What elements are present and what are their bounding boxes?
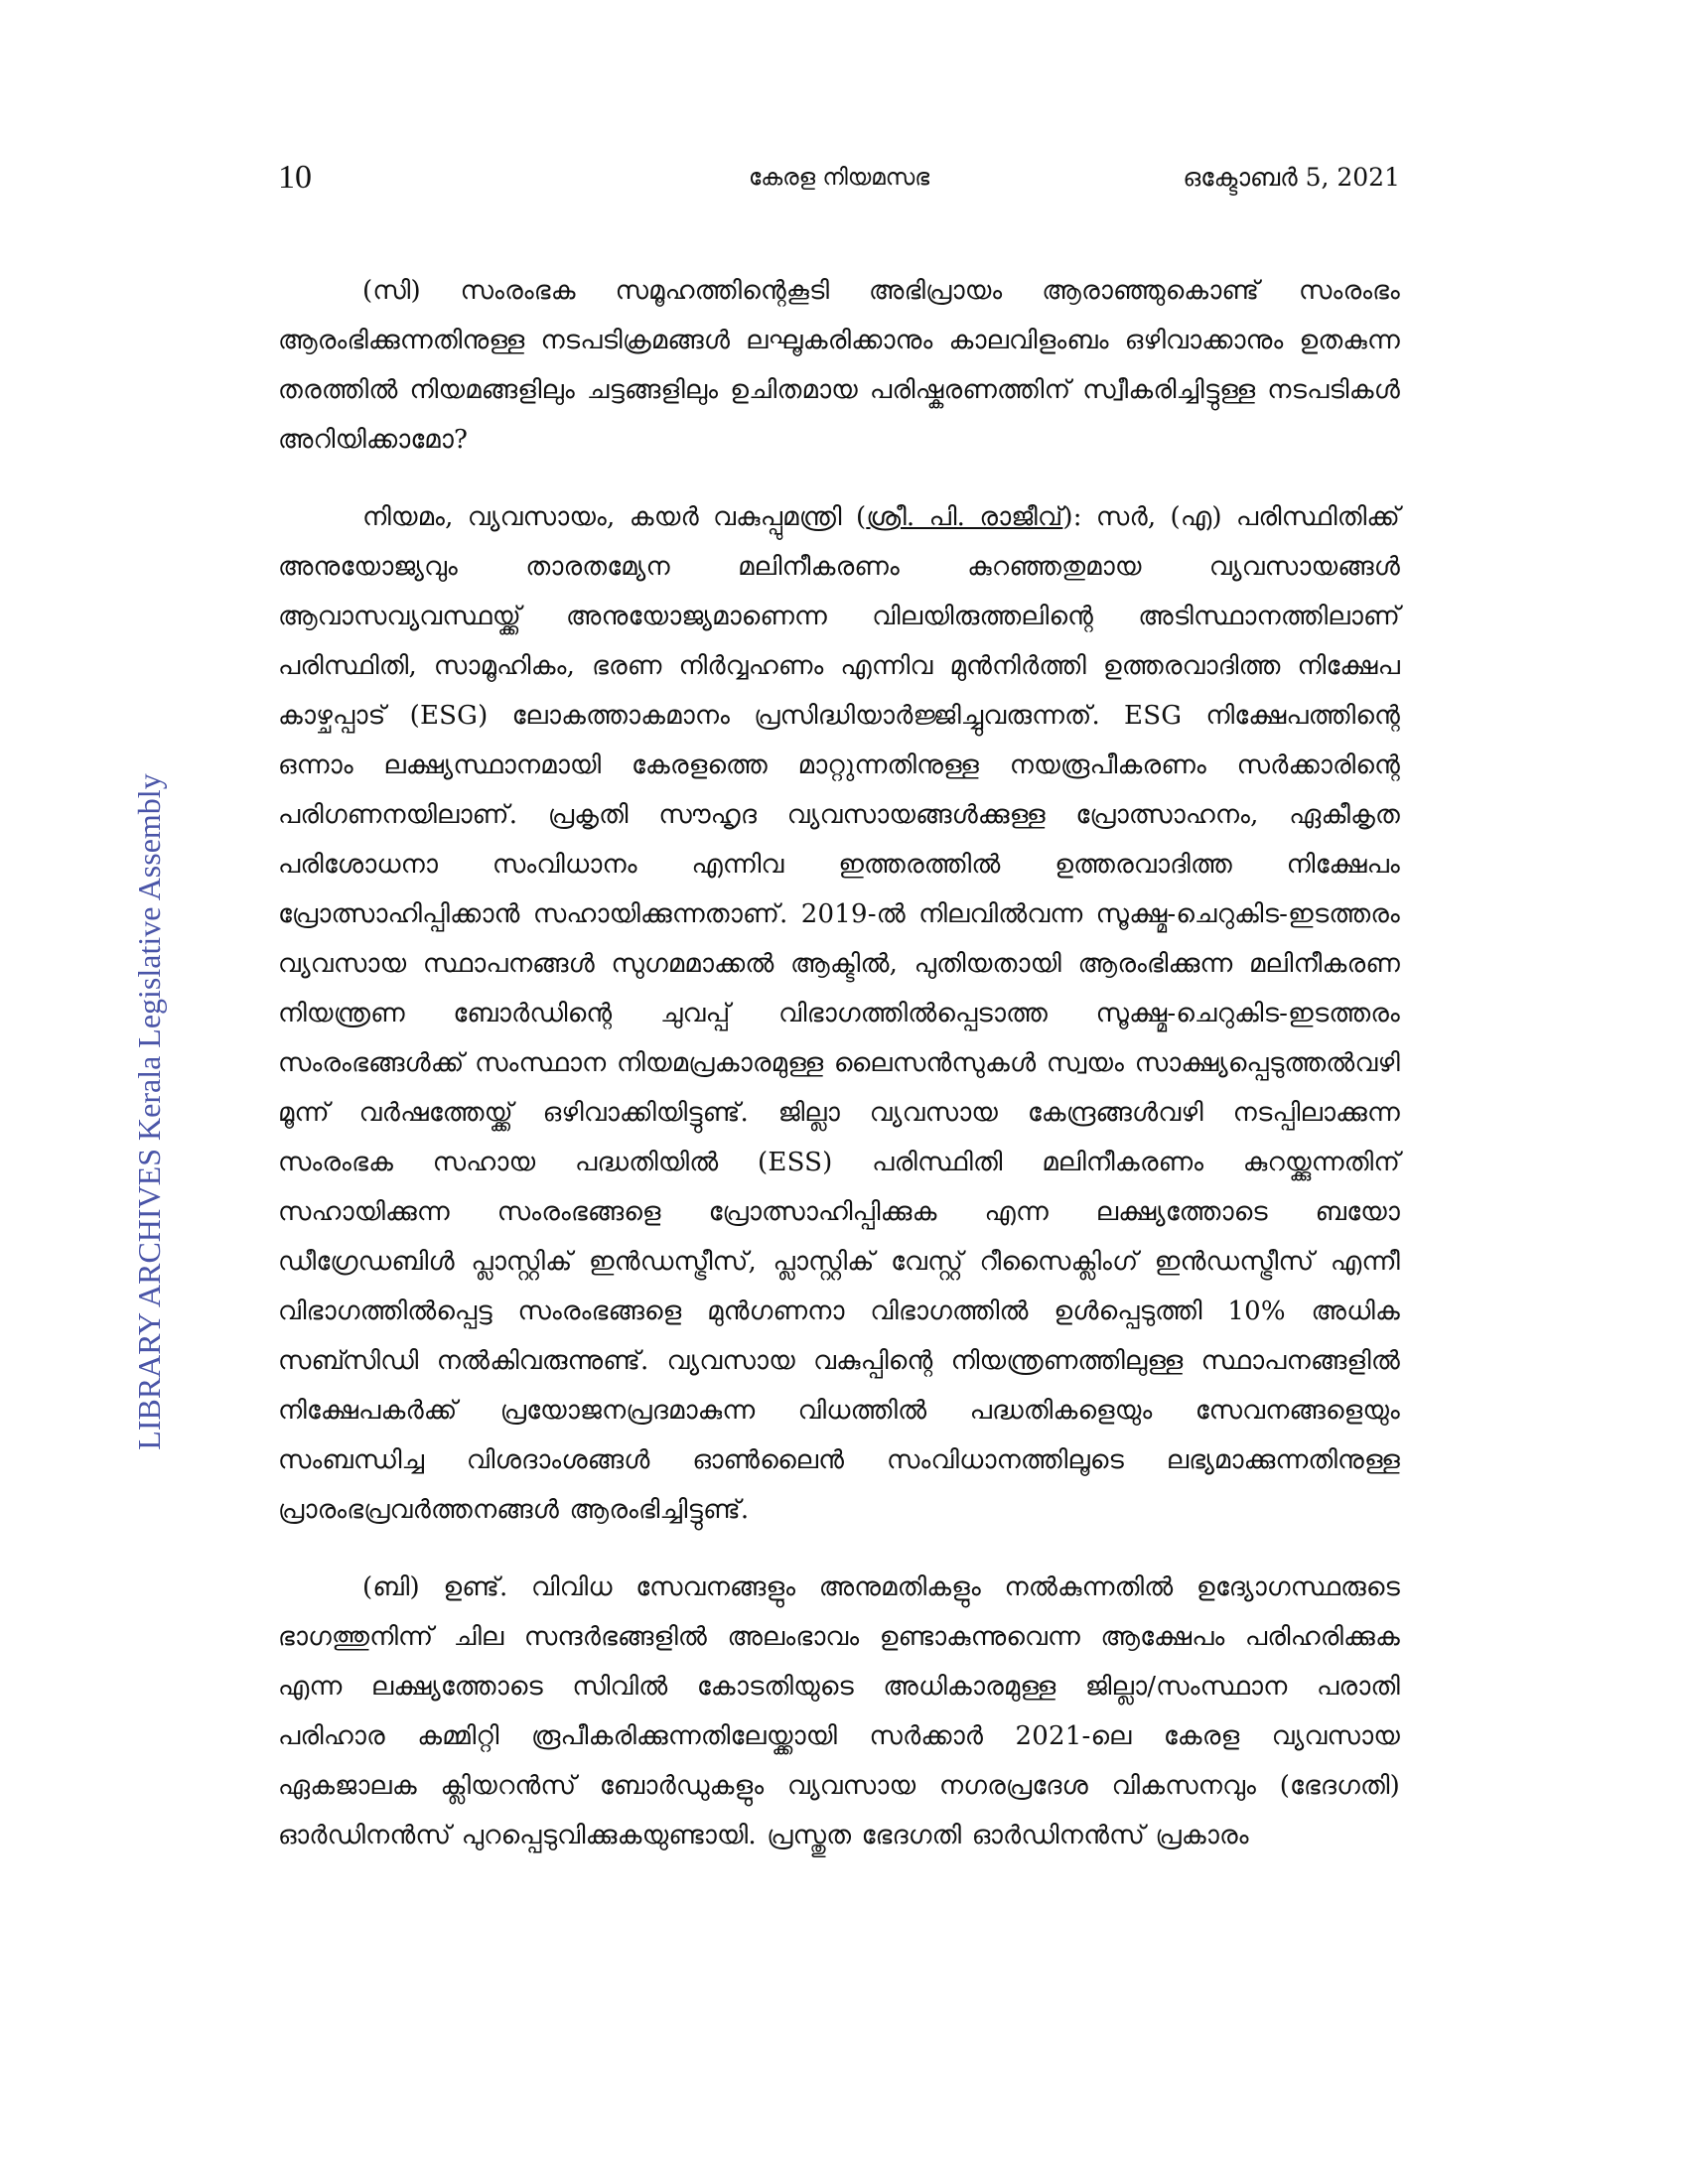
document-body [278,266,1400,1888]
page-header [278,159,1400,208]
header-date: ഒക്ടോബർ 5, 2021 [1183,163,1400,192]
answer-a-text: ): സർ, (എ) പരിസ്ഥിതിക്ക് അനുയോജ്യവും താരതമ്യേന മലിനീകരണം കുറഞ്ഞതുമായ വ്യവസായങ്ങൾ ആവാസവ്യവസ്ഥയ്ക്ക് അനുയോജ്യമാണെന്ന വിലയിരുത്തലിന്റെ അടിസ്ഥാനത്തിലാണ് പരിസ്ഥിതി, സാമൂഹികം, ഭരണ നിർവ്വഹണം എന്നിവ മുൻനിർത്തി ഉത്തരവാദിത്ത നിക്ഷേപ കാഴ്ചപ്പാട് (ESG) ലോകത്താകമാനം പ്രസിദ്ധിയാർജ്ജിച്ചുവരുന്നത്. ESG നിക്ഷേപത്തിന്റെ ഒന്നാം ലക്ഷ്യസ്ഥാനമായി കേരളത്തെ മാറ്റുന്നതിനുള്ള നയരൂപീകരണം സർക്കാരിന്റെ പരിഗണനയിലാണ്. പ്രകൃതി സൗഹൃദ വ്യവസായങ്ങൾക്കുള്ള പ്രോത്സാഹനം, ഏകീകൃത പരിശോധനാ സംവിധാനം എന്നിവ ഇത്തരത്തിൽ ഉത്തരവാദിത്ത നിക്ഷേപം പ്രോത്സാഹിപ്പിക്കാൻ സഹായിക്കുന്നതാണ്. 2019-ൽ നിലവിൽവന്ന സൂക്ഷ്മ-ചെറുകിട-ഇടത്തരം വ്യവസായ സ്ഥാപനങ്ങൾ സുഗമമാക്കൽ ആക്ടിൽ, പുതിയതായി ആരംഭിക്കുന്ന മലിനീകരണ നിയന്ത്രണ ബോർഡിന്റെ ചുവപ്പ് വിഭാഗത്തിൽപ്പെടാത്ത സൂക്ഷ്മ-ചെറുകിട-ഇടത്തരം സംരംഭങ്ങൾക്ക് സംസ്ഥാന നിയമപ്രകാരമുള്ള ലൈസൻസുകൾ സ്വയം സാക്ഷ്യപ്പെടുത്തൽവഴി മൂന്ന് വർഷത്തേയ്ക്ക് ഒഴിവാക്കിയിട്ടുണ്ട്. ജില്ലാ വ്യവസായ കേന്ദ്രങ്ങൾവഴി നടപ്പിലാക്കുന്ന സംരംഭക സഹായ പദ്ധതിയിൽ (ESS) പരിസ്ഥിതി മലിനീകരണം കുറയ്ക്കുന്നതിന് സഹായിക്കുന്ന സംരംഭങ്ങളെ പ്രോത്സാഹിപ്പിക്കുക എന്ന ലക്ഷ്യത്തോടെ ബയോ ഡീഗ്രേഡബിൾ പ്ലാസ്റ്റിക് ഇൻഡസ്ട്രീസ്, പ്ലാസ്റ്റിക് വേസ്റ്റ് റീസൈക്ലിംഗ് ഇൻഡസ്ട്രീസ് എന്നീ വിഭാഗത്തിൽപ്പെട്ട സംരംഭങ്ങളെ മുൻഗണനാ വിഭാഗത്തിൽ ഉൾപ്പെടുത്തി 10% അധിക സബ്സിഡി നൽകിവരുന്നുണ്ട്. വ്യവസായ വകുപ്പിന്റെ നിയന്ത്രണത്തിലുള്ള സ്ഥാപനങ്ങളിൽ നിക്ഷേപകർക്ക് പ്രയോജനപ്രദമാകുന്ന വിധത്തിൽ പദ്ധതികളെയും സേവനങ്ങളെയും സംബന്ധിച്ച വിശദാംശങ്ങൾ ഓൺലൈൻ സംവിധാനത്തിലൂടെ ലഭ്യമാക്കുന്നതിനുള്ള പ്രാരംഭപ്രവർത്തനങ്ങൾ ആരംഭിച്ചിട്ടുണ്ട്. [278,502,1400,1525]
answer-b-paragraph: (ബി) ഉണ്ട്. വിവിധ സേവനങ്ങളും അനുമതികളും നൽകുന്നതിൽ ഉദ്യോഗസ്ഥരുടെ ഭാഗത്തുനിന്ന് ചില സന്ദർഭങ്ങളിൽ അലംഭാവം ഉണ്ടാകുന്നുവെന്ന ആക്ഷേപം പരിഹരിക്കുക എന്ന ലക്ഷ്യത്തോടെ സിവിൽ കോടതിയുടെ അധികാരമുള്ള ജില്ലാ/സംസ്ഥാന പരാതി പരിഹാര കമ്മിറ്റി രൂപീകരിക്കുന്നതിലേയ്ക്കായി സർക്കാർ 2021-ലെ കേരള വ്യവസായ ഏകജാലക ക്ലിയറൻസ് ബോർഡുകളും വ്യവസായ നഗരപ്രദേശ വികസനവും (ഭേദഗതി) ഓർഡിനൻസ് പുറപ്പെടുവിക്കുകയുണ്ടായി. പ്രസ്തുത ഭേദഗതി ഓർഡിനൻസ് പ്രകാരം [278,1572,1400,1850]
minister-name: ശ്രീ. പി. രാജീവ് [866,502,1063,532]
page-number: 10 [278,159,312,196]
header-title: കേരള നിയമസഭ [748,165,930,191]
library-archives-watermark: LIBRARY ARCHIVES Kerala Legislative Assembly [131,773,167,1450]
answer-a-paragraph [278,492,1400,1535]
minister-title: നിയമം, വ്യവസായം, കയർ വകുപ്പുമന്ത്രി ( [362,502,867,532]
question-c-paragraph: (സി) സംരംഭക സമൂഹത്തിന്റെകൂടി അഭിപ്രായം ആരാഞ്ഞുകൊണ്ട് സംരംഭം ആരംഭിക്കുന്നതിനുള്ള നടപടിക്രമങ്ങൾ ലഘൂകരിക്കാനും കാലവിളംബം ഒഴിവാക്കാനും ഉതകുന്ന തരത്തിൽ നിയമങ്ങളിലും ചട്ടങ്ങളിലും ഉചിതമായ പരിഷ്കരണത്തിന് സ്വീകരിച്ചിട്ടുള്ള നടപടികൾ അറിയിക്കാമോ? [278,276,1400,455]
